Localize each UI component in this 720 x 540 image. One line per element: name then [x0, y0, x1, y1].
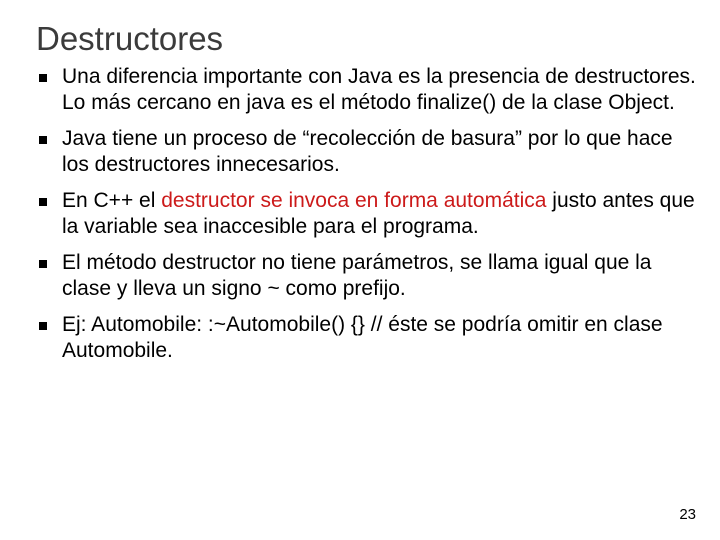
bullet-text-after: justo antes que la variable sea inaccesible para el programa. [62, 189, 695, 238]
bullet-text: Una diferencia importante con Java es la presencia de destructores. Lo más cercano en java es el método finalize() de la clase Object. [62, 65, 696, 114]
square-bullet-icon [39, 74, 47, 82]
square-bullet-icon [39, 322, 47, 330]
bullet-text: Ej: Automobile: :~Automobile() {} // éste se podría omitir en clase Automobile. [62, 313, 663, 362]
bullet-item-no-parameters [36, 250, 700, 302]
bullet-item-finalize [36, 64, 700, 116]
bullet-text: Java tiene un proceso de “recolección de basura” por lo que hace los destructores innecesarios. [62, 127, 673, 176]
square-bullet-icon [39, 136, 47, 144]
square-bullet-icon [39, 260, 47, 268]
bullet-item-example [36, 312, 700, 364]
bullet-item-cpp-destructor [36, 188, 700, 240]
page-number: 23 [679, 506, 696, 523]
highlighted-text: destructor se invoca en forma automática [161, 189, 547, 212]
square-bullet-icon [39, 198, 47, 206]
bullet-item-garbage-collection [36, 126, 700, 178]
bullet-text: El método destructor no tiene parámetros, se llama igual que la clase y lleva un signo ~ como prefijo. [62, 251, 652, 300]
bullet-text-before: En C++ el [62, 189, 162, 212]
bullet-list [36, 64, 700, 364]
slide-title: Destructores [36, 20, 224, 57]
